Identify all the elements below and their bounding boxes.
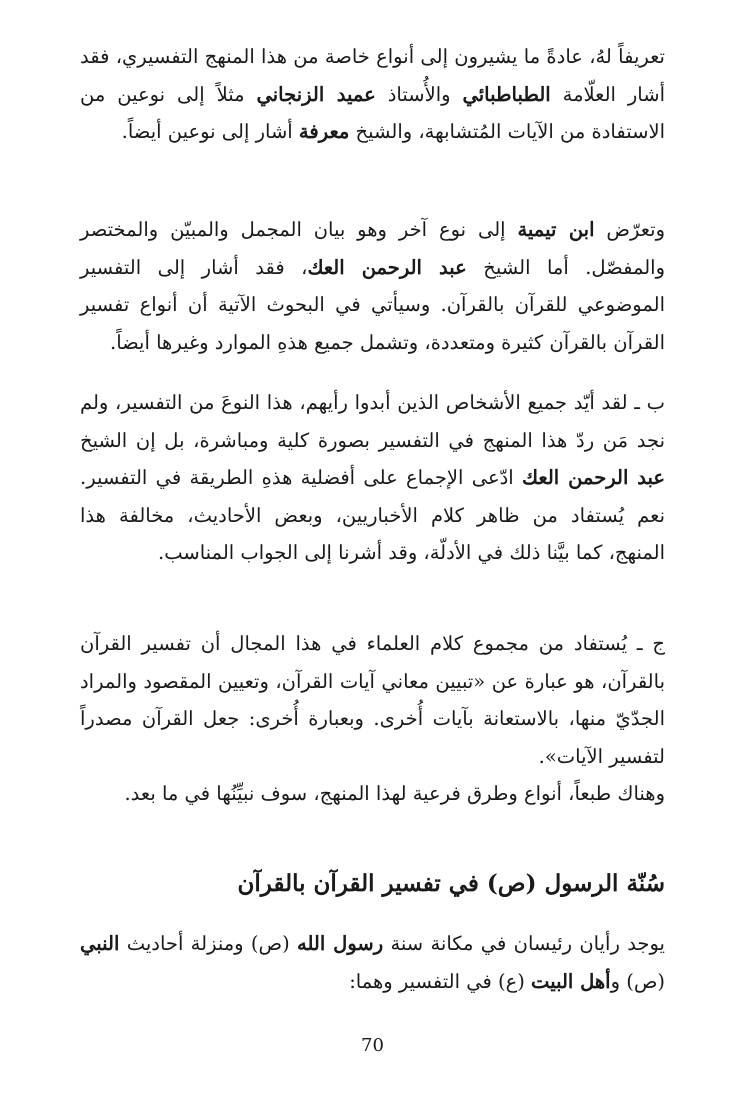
bold-name: الطباطبائي [462,82,551,106]
paragraph-5 [80,775,665,813]
page-number: 70 [361,1035,384,1056]
bold-name: ابن تيمية [517,218,595,241]
paragraph-3 [80,384,665,572]
bold-name: أهل البيت [531,969,611,993]
bold-name: رسول الله [296,932,384,955]
bold-name: عبد الرحمن العك [522,466,665,489]
bold-name: النبي [80,932,120,955]
paragraph-1 [80,38,665,151]
paragraph-text: وهناك طبعاً، أنواع وطرق فرعية لهذا المنهج، سوف نبيِّنُها في ما بعد. [124,782,665,805]
bold-name: عبد الرحمن العك [307,255,467,279]
paragraph-4 [80,625,665,775]
paragraph-2 [80,211,665,361]
section-heading: سُنّة الرسول (ص) في تفسير القرآن بالقرآن [237,870,665,897]
bold-name: عميد الزنجاني [256,82,376,106]
paragraph-6 [80,925,665,1000]
paragraph-text: يوجد رأيان رئيسان في مكانة سنة رسول الله (ص) ومنزلة أحاديث النبي (ص) وأهل البيت (ع) في التفسير وهما: [80,932,665,993]
paragraph-text: ب ـ لقد أيّد جميع الأشخاص الذين أبدوا رأيهم، هذا النوعَ من التفسير، ولم نجد مَن ردّ هذا المنهج في التفسير بصورة كلية ومباشرة، بل إن الشيخ عبد الرحمن العك ادّعى الإجماع على أفضلية هذهِ الطريقة في التفسير. نعم يُستفاد من ظاهر كلام الأخباريين، وبعض الأحاديث، مخالفة هذا المنهج، كما بيَّنا ذلك في الأدلّة، وقد أشرنا إلى الجواب المناسب. [80,391,665,564]
bold-name: معرفة [298,120,350,143]
paragraph-text: تعريفاً لهُ، عادةً ما يشيرون إلى أنواع خاصة من هذا المنهج التفسيري، فقد أشار العلّامة الطباطبائي والأُستاذ عميد الزنجاني مثلاً إلى نوعين من الاستفادة من الآيات المُتشابهة، والشيخ معرفة أشار إلى نوعين أيضاً. [80,45,665,143]
paragraph-text: وتعرّض ابن تيمية إلى نوع آخر وهو بيان المجمل والمبيّن والمختصر والمفصّل. أما الشيخ عبد الرحمن العك، فقد أشار إلى التفسير الموضوعي للقرآن بالقرآن. وسيأتي في البحوث الآتية أن أنواع تفسير القرآن بالقرآن كثيرة ومتعددة، وتشمل جميع هذهِ الموارد وغيرها أيضاً. [80,218,666,354]
paragraph-text: ج ـ يُستفاد من مجموع كلام العلماء في هذا المجال أن تفسير القرآن بالقرآن، هو عبارة عن «تبيين معاني آيات القرآن، وتعيين المقصود والمراد الجدّيّ منها، بالاستعانة بآيات أُخرى. وبعبارة أُخرى: جعل القرآن مصدراً لتفسير الآيات». [80,632,665,768]
